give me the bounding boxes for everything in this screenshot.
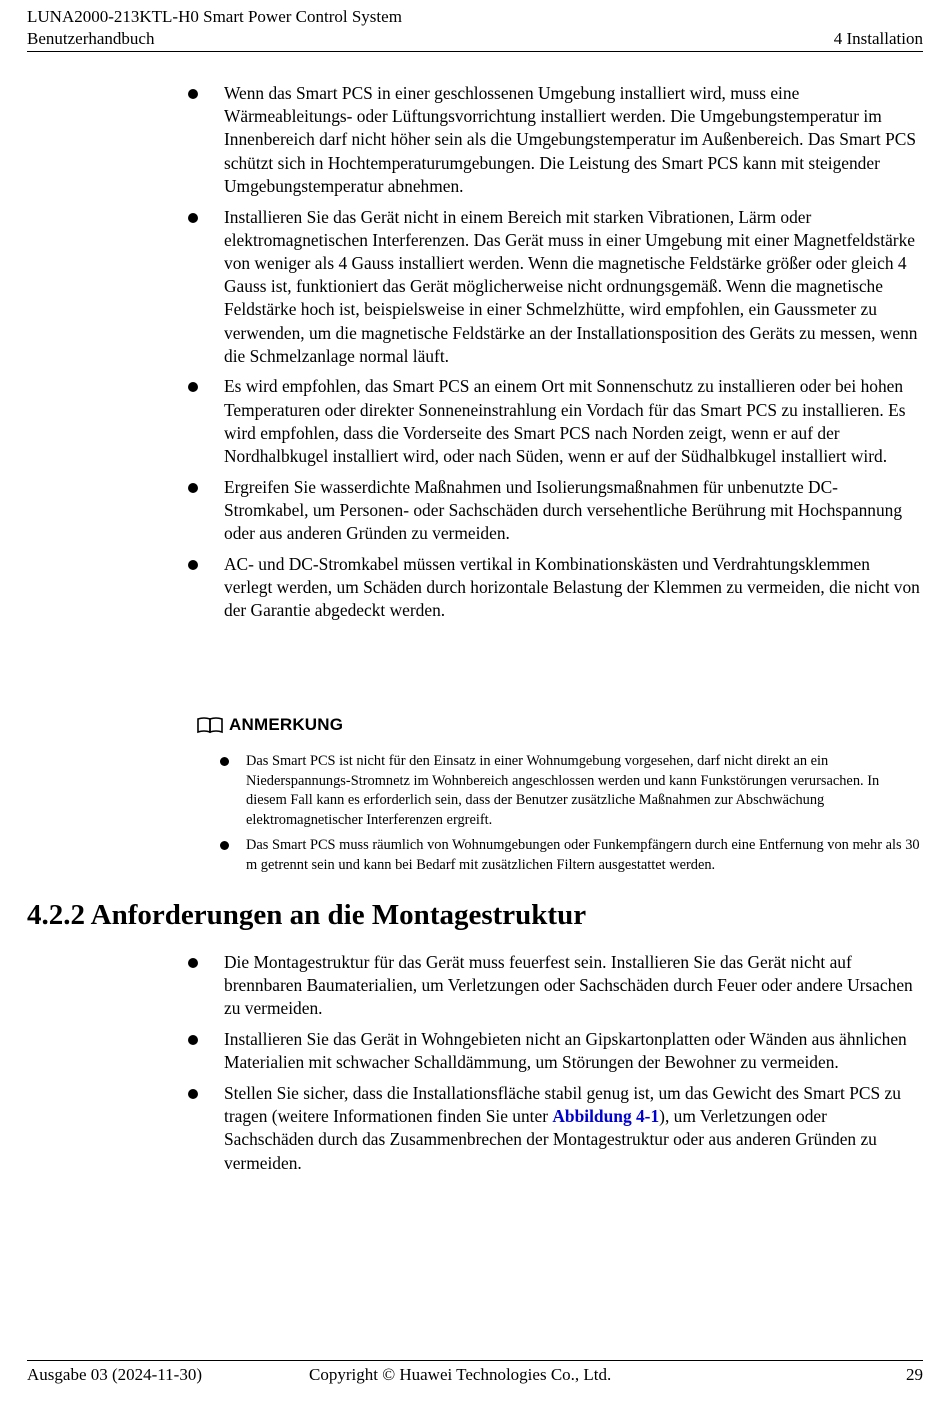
list-item-text: ), um Verletzungen oder Sachschäden durch das Zusammenbrechen der Montagestruktur oder aus anderen Gründen zu vermeiden.: [224, 1106, 877, 1173]
note-list: [246, 752, 922, 882]
figure-link[interactable]: Abbildung 4-1: [552, 1106, 660, 1127]
header-manual-title: Benutzerhandbuch: [27, 29, 155, 48]
list-item: Wenn das Smart PCS in einer geschlossenen Umgebung installiert wird, muss eine Wärmeableitungs- oder Lüftungsvorrichtung installiert werden. Die Umgebungstemperatur im Innenbereich darf nicht höher sein als die Umgebungstemperatur im Außenbereich. Das Smart PCS schützt sich in Hochtemperaturumgebungen. Die Leistung des Smart PCS kann mit steigender Umgebungstemperatur abnehmen.: [224, 82, 920, 198]
book-icon: [195, 715, 225, 735]
list-item: Installieren Sie das Gerät nicht in einem Bereich mit starken Vibrationen, Lärm oder elektromagnetischen Interferenzen. Das Gerät muss in einer Umgebung mit einer Magnetfeldstärke von weniger als 4 Gauss installiert werden. Wenn die magnetische Feldstärke größer oder gleich 4 Gauss ist, funktioniert das Gerät möglicherweise nicht ordnungsgemäß. Wenn die magnetische Feldstärke hoch ist, beispielsweise in einer Schmelzhütte, wird empfohlen, ein Gaussmeter zu verwenden, um die magnetische Feldstärke an der Installationsposition des Geräts zu messen, wenn die Schmelzanlage normal läuft.: [224, 206, 920, 368]
note-item: Das Smart PCS ist nicht für den Einsatz in einer Wohnumgebung vorgesehen, darf nicht direkt an ein Niederspannungs-Stromnetz im Wohnbereich angeschlossen werden und kann Funkstörungen verursachen. In diesem Fall kann es erforderlich sein, dass der Benutzer zusätzliche Maßnahmen zur Abschwächung elektromagnetischer Interferenzen ergreift.: [246, 752, 922, 830]
note-item: Das Smart PCS muss räumlich von Wohnumgebungen oder Funkempfängern durch eine Entfernung von mehr als 30 m getrennt sein und kann bei Bedarf mit zusätzlichen Filtern ausgestattet werden.: [246, 836, 922, 875]
list-item-text: Stellen Sie sicher, dass die Installationsfläche stabil genug ist, um das Gewicht des Smart PCS zu tragen (weitere Informationen finden Sie unter: [224, 1083, 901, 1127]
page-footer: [27, 1360, 923, 1391]
footer-copyright: Copyright © Huawei Technologies Co., Ltd.: [309, 1365, 612, 1384]
header-chapter: 4 Installation: [833, 29, 923, 48]
list-item: Es wird empfohlen, das Smart PCS an einem Ort mit Sonnenschutz zu installieren oder bei hohen Temperaturen oder direkter Sonneneinstrahlung ein Vordach für das Smart PCS zu installieren. Es wird empfohlen, dass die Vorderseite des Smart PCS nach Norden zeigt, wenn er auf der Nordhalbkugel installiert wird, oder nach Süden, wenn er auf der Südhalbkugel installiert wird.: [224, 375, 920, 468]
page-header: [27, 5, 923, 52]
mounting-requirements-list: [224, 951, 920, 1182]
page-number: 29: [906, 1365, 923, 1384]
list-item: Die Montagestruktur für das Gerät muss feuerfest sein. Installieren Sie das Gerät nicht auf brennbaren Baumaterialien, um Verletzungen oder Sachschäden durch Feuer oder andere Ursachen zu vermeiden.: [224, 951, 920, 1021]
note-heading: [195, 712, 343, 738]
header-product-title: LUNA2000-213KTL-H0 Smart Power Control System: [27, 7, 402, 26]
list-item: Installieren Sie das Gerät in Wohngebieten nicht an Gipskartonplatten oder Wänden aus ähnlichen Materialien mit schwacher Schalldämmung, um Störungen der Bewohner zu vermeiden.: [224, 1028, 920, 1074]
list-item: AC- und DC-Stromkabel müssen vertikal in Kombinationskästen und Verdrahtungsklemmen verlegt werden, um Schäden durch horizontale Belastung der Klemmen zu vermeiden, die nicht von der Garantie abgedeckt werden.: [224, 553, 920, 623]
list-item: [224, 1082, 920, 1175]
list-item: Ergreifen Sie wasserdichte Maßnahmen und Isolierungsmaßnahmen für unbenutzte DC-Stromkabel, um Personen- oder Sachschäden durch versehentliche Berührung mit Hochspannung oder aus anderen Gründen zu vermeiden.: [224, 476, 920, 546]
footer-issue: Ausgabe 03 (2024-11-30): [27, 1365, 202, 1384]
section-heading: 4.2.2 Anforderungen an die Montagestruktur: [27, 899, 587, 931]
requirements-list: [224, 82, 920, 630]
note-label: ANMERKUNG: [229, 715, 344, 734]
